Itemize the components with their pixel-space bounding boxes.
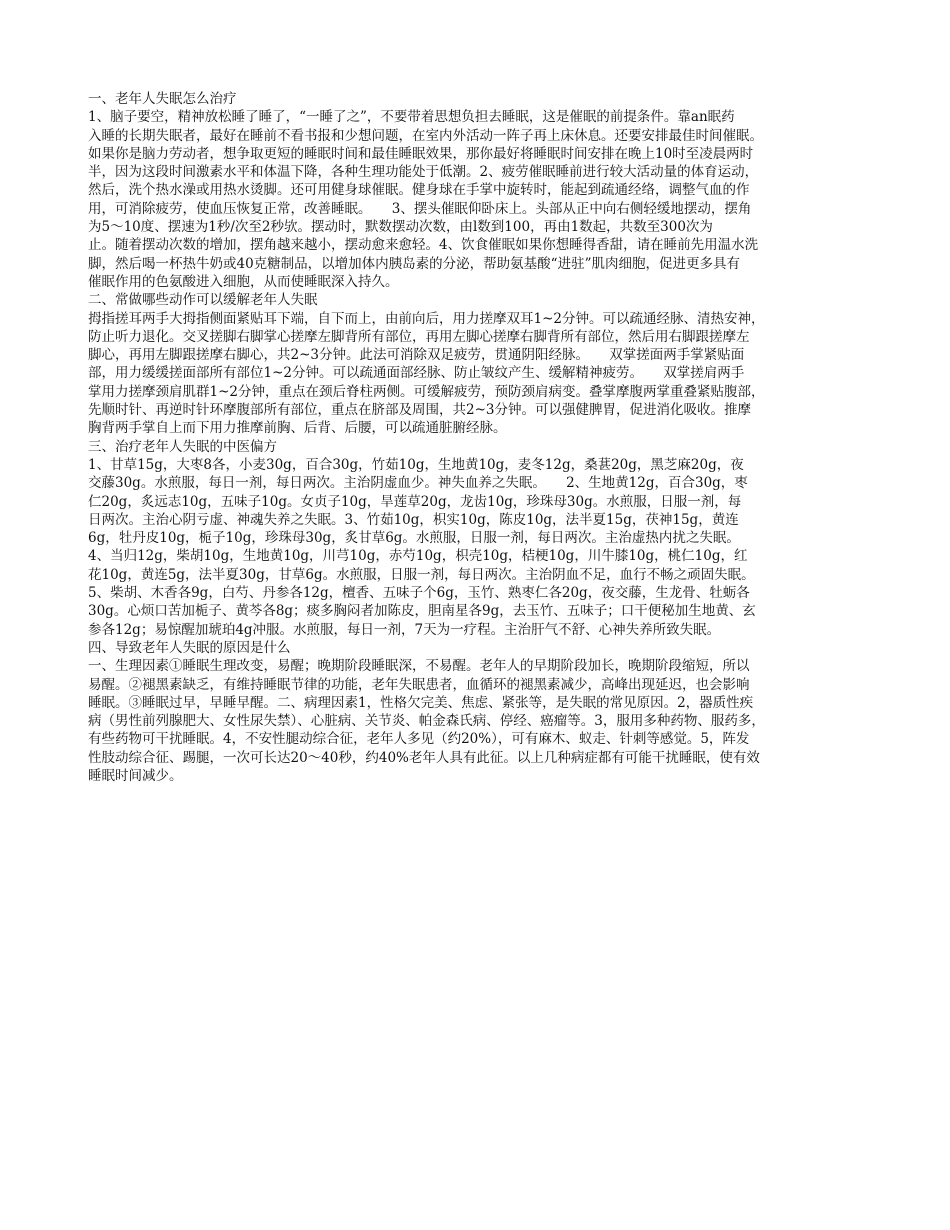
text-line: 1、脑子要空，精神放松睡了睡了，“一睡了之”，不要带着思想负担去睡眠，这是催眠的前提条件。靠an眠药 bbox=[88, 109, 735, 126]
text-line: 脚，然后喝一杯热牛奶或40克糖制品，以增加体内胰岛素的分泌，帮助氨基酸“进驻”肌肉细胞，促进更多具有 bbox=[88, 255, 740, 272]
text-line: 掌用力搓摩颈肩肌群1~2分钟，重点在颈后脊柱两侧。可缓解疲劳，预防颈肩病变。叠掌摩腹两掌重叠紧贴腹部， bbox=[88, 383, 765, 400]
text-line: 一、生理因素①睡眠生理改变，易醒；晚期阶段睡眠深，不易醒。老年人的早期阶段加长，晚期阶段缩短，所以 bbox=[88, 658, 750, 675]
text-line: 防止听力退化。交叉搓脚右脚掌心搓摩左脚背所有部位，再用左脚心搓摩右脚背所有部位，然后用右脚跟搓摩左 bbox=[88, 328, 750, 345]
text-line: 参各12g；易惊醒加琥珀4g冲服。水煎服，每日一剂，7天为一疗程。主治肝气不舒、心神失养所致失眠。 bbox=[88, 621, 721, 638]
section-heading-2: 二、常做哪些动作可以缓解老年人失眠 bbox=[88, 292, 318, 309]
text-line: 睡眠。③睡眠过早，早睡早醒。二、病理因素1，性格欠完美、焦虑、紧张等，是失眠的常见原因。2，器质性疾 bbox=[88, 694, 754, 711]
text-line: 半，因为这段时间激素水平和体温下降，各种生理功能处于低潮。2、疲劳催眠睡前进行较大活动量的体育运动， bbox=[88, 164, 759, 181]
text-line: 4、当归12g，柴胡10g，生地黄10g，川芎10g，赤芍10g，枳壳10g，桔梗10g，川牛膝10g，桃仁10g，红 bbox=[88, 548, 748, 565]
text-line: 5、柴胡、木香各9g，白芍、丹参各12g，檀香、五味子个6g，玉竹、熟枣仁各20g，夜交藤，生龙骨、牡蛎各 bbox=[88, 585, 750, 602]
text-line: 部，用力缓缓搓面部所有部位1~2分钟。可以疏通面部经脉、防止皱纹产生、缓解精神疲劳。 双掌搓肩两手 bbox=[88, 365, 745, 382]
text-line: 睡眠时间减少。 bbox=[88, 767, 183, 784]
text-line: 如果你是脑力劳动者，想争取更短的睡眠时间和最佳睡眠效果，那你最好将睡眠时间安排在晚上10时至凌晨两时 bbox=[88, 145, 754, 162]
text-line: 日两次。主治心阴亏虚、神魂失养之失眠。3、竹茹10g，枳实10g，陈皮10g，法半夏15g，茯神15g，黄连 bbox=[88, 511, 739, 528]
text-line: 先顺时针、再逆时针环摩腹部所有部位，重点在脐部及周围，共2~3分钟。可以强健脾胃，促进消化吸收。推摩 bbox=[88, 402, 751, 419]
text-line: 入睡的长期失眠者，最好在睡前不看书报和少想问题，在室内外活动一阵子再上床休息。还要安排最佳时间催眠。 bbox=[88, 127, 763, 144]
text-line: 用，可消除疲劳，使血压恢复正常，改善睡眠。 3、摆头催眠仰卧床上。头部从正中向右侧轻缓地摆动，摆角 bbox=[88, 200, 752, 217]
text-line: 6g，牡丹皮10g，栀子10g，珍珠母30g，炙甘草6g。水煎服，日服一剂，每日两次。主治虚热内扰之失眠。 bbox=[88, 530, 740, 547]
text-line: 催眠作用的色氨酸进入细胞，从而使睡眠深入持久。 bbox=[88, 273, 399, 290]
text-line: 有些药物可干扰睡眠。4，不安性腿动综合征，老年人多见（约20%），可有麻木、蚁走、针刺等感觉。5，阵发 bbox=[88, 731, 750, 748]
text-line: 止。随着摆动次数的增加，摆角越来越小，摆动愈来愈轻。4、饮食催眠如果你想睡得香甜，请在睡前先用温水洗 bbox=[88, 237, 759, 254]
text-line: 胸背两手掌自上而下用力推摩前胸、后背、后腰，可以疏通脏腑经脉。 bbox=[88, 420, 507, 437]
text-line: 交藤30g。水煎服，每日一剂，每日两次。主治阴虚血少。神失血养之失眠。 2、生地黄12g，百合30g，枣 bbox=[88, 475, 748, 492]
text-line: 仁20g，炙远志10g，五味子10g。女贞子10g，旱莲草20g，龙齿10g，珍珠母30g。水煎服，日服一剂，每 bbox=[88, 493, 742, 510]
section-heading-3: 三、治疗老年人失眠的中医偏方 bbox=[88, 438, 277, 455]
text-line: 易醒。②褪黑素缺乏，有维持睡眠节律的功能，老年失眠患者，血循环的褪黑素减少，高峰出现延迟，也会影响 bbox=[88, 676, 750, 693]
text-line: 拇指搓耳两手大拇指侧面紧贴耳下端，自下而上，由前向后，用力搓摩双耳1~2分钟。可以疏通经脉、清热安神， bbox=[88, 310, 765, 327]
text-line: 1、甘草15g，大枣8各，小麦30g，百合30g，竹茹10g，生地黄10g，麦冬12g，桑葚20g，黑芝麻20g，夜 bbox=[88, 456, 744, 473]
text-line: 性肢动综合征、踢腿，一次可长达20～40秒，约40%老年人具有此征。以上几种病症都有可能干扰睡眠，使有效 bbox=[88, 749, 760, 766]
text-line: 为5～10度、摆速为1秒/次至2秒欤。摆动时，默数摆动次数，由l数到100，再由1数起，共数至300次为 bbox=[88, 219, 713, 236]
section-heading-4: 四、导致老年人失眠的原因是什么 bbox=[88, 639, 291, 656]
text-line: 花10g，黄连5g，法半夏30g，甘草6g。水煎服，日服一剂，每日两次。主治阴血不足，血行不畅之顽固失眠。 bbox=[88, 566, 755, 583]
text-line: 然后，洗个热水澡或用热水烫脚。还可用健身球催眠。健身球在手掌中旋转时，能起到疏通经络，调整气血的作 bbox=[88, 182, 750, 199]
text-line: 30g。心烦口苦加栀子、黄芩各8g；痰多胸闷者加陈皮，胆南星各9g，去玉竹、五味子；口干便秘加生地黄、玄 bbox=[88, 603, 756, 620]
document-body bbox=[88, 90, 870, 785]
section-heading-1: 一、老年人失眠怎么治疗 bbox=[88, 91, 237, 107]
text-line: 病（男性前列腺肥大、女性尿失禁）、心脏病、关节炎、帕金森氏病、停经、癌瘤等。3，服用多种药物、服药多， bbox=[88, 713, 765, 730]
text-line: 脚心，再用左脚跟搓摩右脚心，共2~3分钟。此法可消除双足疲劳，贯通阴阳经脉。 双掌搓面两手掌紧贴面 bbox=[88, 347, 745, 364]
